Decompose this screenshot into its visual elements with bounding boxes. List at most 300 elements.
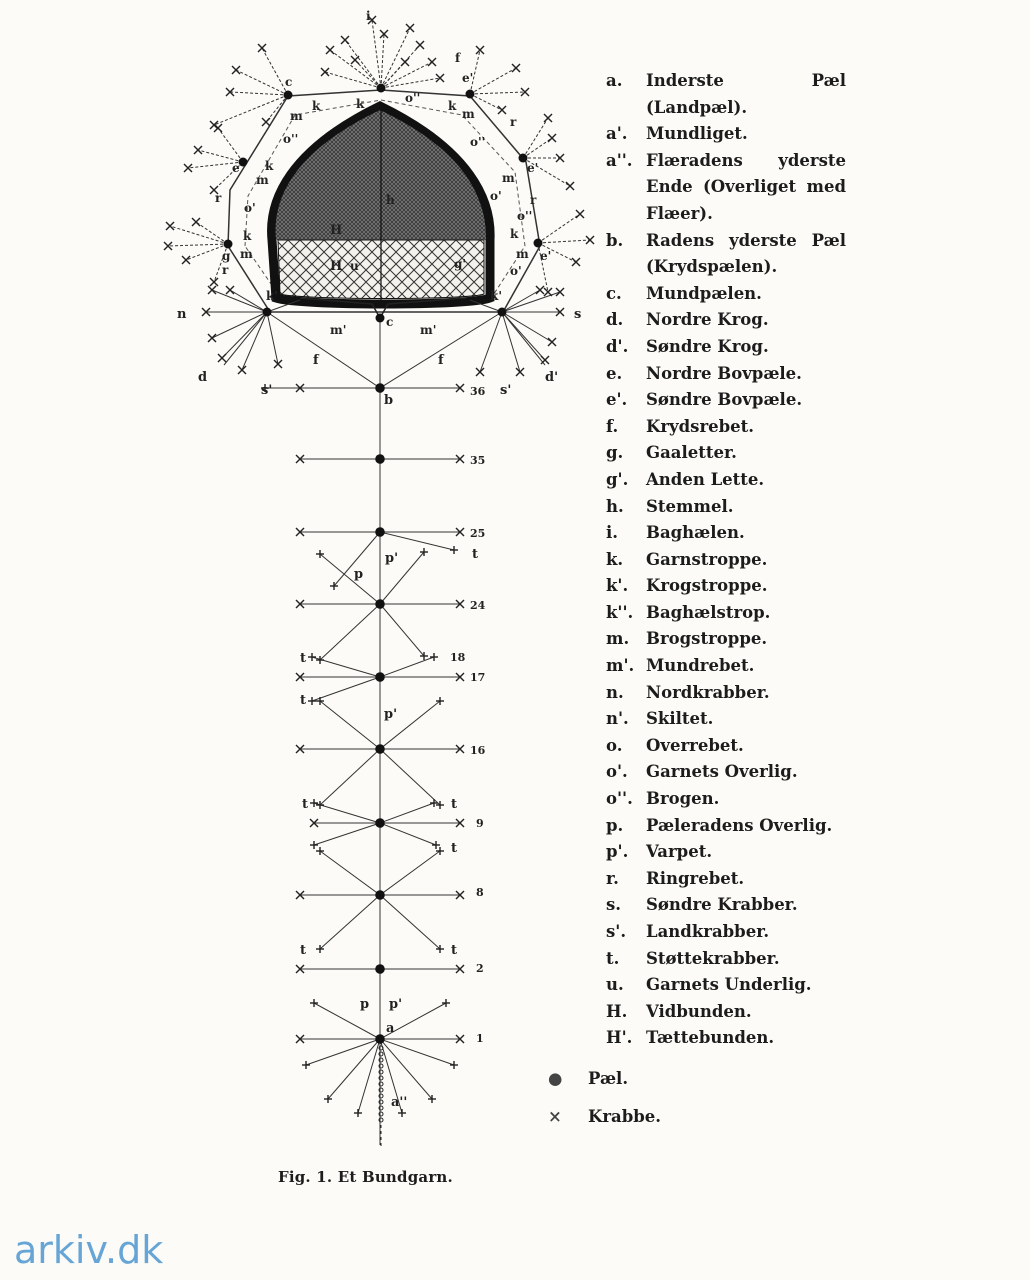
anchor-cross-icon (566, 182, 574, 190)
label-k-mid-left: k (243, 229, 252, 243)
leader-cross-line (320, 851, 380, 895)
spoke-line (236, 70, 288, 95)
label-m-low-left: m (240, 247, 253, 261)
spoke-line (196, 222, 228, 244)
legend-item (606, 361, 846, 388)
label-o-dprime-left: o'' (283, 132, 299, 146)
leader-cross-line (380, 749, 440, 805)
legend-key: f. (606, 416, 619, 436)
label-p-upper: p (354, 567, 364, 582)
legend-key: k'. (606, 576, 629, 596)
legend-item (606, 706, 846, 733)
pole-dot-icon (263, 308, 272, 317)
pole-dot-icon (239, 158, 248, 167)
label-t-4: t (302, 797, 309, 812)
legend-key: n. (606, 682, 624, 702)
label-c: c (285, 75, 293, 89)
legend-item (606, 626, 846, 653)
anchor-cross-icon (556, 288, 564, 296)
label-c-mouth: c (386, 315, 394, 329)
label-t-7: t (300, 943, 307, 958)
anchor-cross-icon (432, 841, 440, 849)
anchor-cross-icon (210, 121, 218, 129)
legend-text: Anden Lette. (646, 469, 765, 489)
spoke-line (222, 312, 267, 358)
legend-key: g. (606, 443, 624, 463)
label-r-left: r (222, 263, 229, 277)
label-k-right: k (510, 227, 519, 241)
anchor-cross-icon (516, 368, 524, 376)
label-p-prime-mid: p' (384, 707, 398, 722)
label-i: i (366, 9, 371, 23)
pole-number-25: 25 (470, 527, 486, 540)
legend-key: o. (606, 735, 623, 755)
anchor-cross-icon (450, 546, 458, 554)
legend-key: a'. (606, 124, 628, 144)
legend-key: b. (606, 230, 624, 250)
label-o-prime-low: o' (510, 264, 522, 278)
legend-item (606, 866, 846, 893)
legend-item (606, 1025, 846, 1052)
anchor-cross-icon (214, 124, 222, 132)
legend-item (606, 680, 846, 707)
anchor-cross-icon (476, 368, 484, 376)
label-m-right: m (462, 107, 475, 121)
legend-item (606, 786, 846, 813)
symbol-label-pole: Pæl. (588, 1069, 629, 1088)
leader-cross-line (320, 701, 380, 749)
spoke-line (538, 240, 590, 243)
anchor-cross-icon (430, 799, 438, 807)
symbol-row-pole (548, 1069, 628, 1088)
legend-item (606, 839, 846, 866)
label-p-prime-upper: p' (385, 551, 399, 566)
label-n: n (177, 307, 187, 322)
legend-key: e'. (606, 390, 628, 410)
label-t-1: t (472, 547, 479, 562)
label-k-prime-right: k' (490, 289, 502, 303)
anchor-cross-icon (238, 366, 246, 374)
legend-item (606, 600, 846, 627)
legend-key: t. (606, 948, 620, 968)
leader-cross-line (314, 823, 380, 845)
legend-text: Ringrebet. (646, 868, 745, 888)
symbol-label-krabbe: Krabbe. (588, 1107, 662, 1126)
legend-item (606, 494, 846, 521)
legend-key: g'. (606, 469, 629, 489)
legend-item (606, 892, 846, 919)
legend-text: Krydsrebet. (646, 416, 755, 436)
legend-item (606, 759, 846, 786)
legend-key: e. (606, 363, 623, 383)
pole-dot-icon (224, 240, 233, 249)
anchor-cross-icon (498, 106, 506, 114)
label-k-prime-left: k' (266, 289, 278, 303)
label-b: b (384, 393, 394, 408)
spoke-line (523, 138, 552, 158)
anchor-cross-icon (308, 697, 316, 705)
legend-key: m. (606, 629, 630, 649)
pole-number-35: 35 (470, 454, 486, 467)
pole-dot-icon (375, 383, 385, 393)
spoke-line (230, 290, 267, 312)
anchor-cross-icon (398, 1109, 406, 1117)
spoke-line (381, 34, 384, 88)
pole-dot-icon (498, 308, 507, 317)
label-h: h (386, 193, 395, 207)
pole-number-1: 1 (476, 1032, 484, 1045)
legend-text: Nordkrabber. (646, 682, 770, 702)
anchor-cross-icon (310, 799, 318, 807)
anchor-cross-icon (556, 154, 564, 162)
anchor-cross-icon (586, 236, 594, 244)
label-g: g (222, 249, 231, 263)
leader-cross-line (312, 677, 380, 701)
legend-text: Støttekrabber. (646, 948, 780, 968)
leader-cross-line (314, 1003, 380, 1039)
pole-dot-icon (376, 314, 385, 323)
label-t-8: t (451, 943, 458, 958)
legend-text: Vidbunden. (646, 1001, 752, 1021)
label-s-prime-left: s' (261, 383, 273, 398)
pole-dot-icon (375, 599, 385, 609)
symbol-row-krabbe (548, 1107, 661, 1126)
label-u: u (350, 259, 359, 273)
label-o-prime-right: o' (490, 189, 502, 203)
legend-item (606, 520, 846, 547)
anchor-cross-icon (308, 653, 316, 661)
anchor-cross-icon (326, 46, 334, 54)
legend-item (606, 919, 846, 946)
legend-key: u. (606, 975, 624, 995)
legend-text: Garnets Underlig. (646, 975, 812, 995)
pole-dot-icon (375, 672, 385, 682)
label-p-prime-lower: p' (389, 997, 403, 1012)
spoke-line (330, 50, 381, 88)
pole-dot-icon (534, 239, 543, 248)
legend-key: a. (606, 71, 623, 90)
label-m-mid-left: m (256, 173, 269, 187)
anchor-cross-icon (572, 258, 580, 266)
leader-cross-line (380, 851, 440, 895)
legend-text: Brogen. (646, 789, 720, 809)
legend-item (606, 228, 846, 281)
anchor-cross-icon (262, 118, 270, 126)
legend-item (606, 653, 846, 680)
legend-key: i. (606, 523, 619, 543)
label-t-3: t (300, 693, 307, 708)
krog-line (224, 312, 267, 365)
spoke-line (355, 60, 381, 88)
label-a-dprime: a'' (391, 1095, 408, 1110)
legend-text: Gaaletter. (646, 443, 737, 463)
pole-dot-icon (466, 90, 475, 99)
anchor-cross-icon (321, 68, 329, 76)
pole-dot-icon (375, 890, 385, 900)
legend-item (606, 946, 846, 973)
anchor-cross-icon (548, 338, 556, 346)
legend-key: m'. (606, 656, 635, 676)
pole-number-2: 2 (476, 962, 484, 975)
legend-item (606, 121, 846, 148)
label-e-prime-right: e' (527, 161, 539, 175)
anchor-cross-icon (302, 1061, 310, 1069)
spoke-line (381, 28, 410, 88)
legend-key: s. (606, 895, 622, 915)
spoke-line (218, 128, 243, 162)
pole-number-9: 9 (476, 817, 484, 830)
trap-net (228, 90, 540, 318)
anchor-cross-icon (450, 1061, 458, 1069)
spoke-line (170, 226, 228, 244)
legend-item (606, 148, 846, 228)
leader-cross-line (358, 1039, 380, 1113)
legend-text: Pæleradens Overlig. (646, 815, 833, 835)
watermark-logo: arkiv.dk (14, 1228, 164, 1272)
label-t-5: t (451, 797, 458, 812)
legend-item (606, 440, 846, 467)
anchor-cross-icon (354, 1109, 362, 1117)
anchor-cross-icon (182, 256, 190, 264)
krydsrebet (267, 312, 380, 388)
label-k-left: k (265, 159, 274, 173)
spoke-line (212, 312, 267, 338)
label-e-prime: e' (462, 71, 474, 85)
legend-key: k''. (606, 602, 634, 622)
legend-item (606, 467, 846, 494)
label-e-prime-lower: e' (540, 249, 552, 263)
label-f-top: f (455, 51, 461, 65)
label-H-prime: H (330, 223, 343, 238)
legend-text: Søndre Krog. (646, 336, 769, 356)
pole-dot-icon: ● (548, 1069, 563, 1088)
legend-key: H'. (606, 1028, 633, 1048)
pole-dot-icon (375, 744, 385, 754)
legend-text: Søndre Bovpæle. (646, 390, 803, 410)
side-labels (177, 307, 581, 1110)
spoke-line (470, 92, 525, 94)
pole-number-24: 24 (470, 599, 486, 612)
legend-item (606, 972, 846, 999)
legend-text: Nordre Bovpæle. (646, 363, 802, 383)
anchor-cross-icon (258, 44, 266, 52)
legend-key: d. (606, 310, 624, 330)
pole-dot-icon (375, 818, 385, 828)
anchor-cross-icon (274, 360, 282, 368)
label-f-left: f (313, 353, 319, 368)
legend-item (606, 281, 846, 308)
krog-line (502, 312, 545, 365)
legend-key: r. (606, 868, 619, 888)
spoke-line (325, 72, 381, 88)
spoke-line (242, 312, 267, 370)
spoke-line (523, 118, 548, 158)
legend-key: d'. (606, 336, 629, 356)
leader-cross-line (320, 895, 380, 949)
pole-number-36: 36 (470, 385, 486, 398)
legend-item (606, 307, 846, 334)
anchor-cross-icon (442, 999, 450, 1007)
pole-number-8: 8 (476, 886, 484, 899)
legend-key: c. (606, 283, 622, 303)
label-r-right: r (530, 193, 537, 207)
legend-text: Flæradens yderste Ende (Overliget med Flæer). (646, 150, 846, 223)
label-t-2: t (300, 651, 307, 666)
pole-number-17: 17 (470, 671, 486, 684)
label-o-dprime-top: o'' (405, 91, 421, 105)
label-H: H (330, 259, 343, 274)
label-m-low-right: m (516, 247, 529, 261)
pole-dot-icon (375, 964, 385, 974)
anchor-cross-icon (194, 146, 202, 154)
legend-text: Mundpælen. (646, 283, 762, 303)
anchor-cross-icon (310, 841, 318, 849)
label-t-6: t (451, 841, 458, 856)
spoke-line (230, 92, 288, 95)
label-r-top: r (510, 115, 517, 129)
legend-key: n'. (606, 709, 629, 729)
label-k-top: k (356, 97, 365, 111)
legend-text: Stemmel. (646, 496, 734, 516)
spoke-line (381, 45, 420, 88)
label-o-dprime-right: o'' (470, 135, 486, 149)
label-o-dprime-far: o'' (517, 209, 533, 223)
label-r-left-mid: r (215, 191, 222, 205)
figure-caption: Fig. 1. Et Bundgarn. (278, 1168, 453, 1186)
anchor-cross-icon (192, 218, 200, 226)
pole-dot-icon (377, 84, 386, 93)
pole-number-18: 18 (450, 651, 466, 664)
legend-text: Mundrebet. (646, 656, 755, 676)
legend-item (606, 547, 846, 574)
legend-text: Radens yderste Pæl (Krydspælen). (646, 230, 846, 277)
anchor-cross-icon (548, 134, 556, 142)
legend-key: a''. (606, 150, 633, 170)
leader-cross-line (320, 604, 380, 660)
label-s: s (574, 307, 582, 322)
legend-text: Tættebunden. (646, 1028, 775, 1048)
label-d-prime: d' (545, 370, 559, 385)
legend-text: Baghælstrop. (646, 602, 771, 622)
legend-item (606, 414, 846, 441)
legend-text: Baghælen. (646, 523, 745, 543)
leader-cross-line (380, 895, 440, 949)
pole-dot-icon (375, 1034, 385, 1044)
anchor-cross-icon (351, 56, 359, 64)
anchor-cross-icon (476, 46, 484, 54)
anchor-cross-icon (210, 278, 218, 286)
pole-dot-icon (375, 454, 385, 464)
anchor-cross-icon (430, 653, 438, 661)
leader-cross-line (380, 657, 434, 677)
label-s-prime-right: s' (500, 383, 512, 398)
anchor-cross-icon: × (548, 1107, 562, 1126)
anchor-cross-icon (541, 356, 549, 364)
spoke-line (538, 214, 580, 243)
legend-text: Brogstroppe. (646, 629, 768, 649)
anchor-cross-icon (316, 847, 324, 855)
legend-text: Skiltet. (646, 709, 714, 729)
pole-number-16: 16 (470, 744, 486, 757)
legend-text: Garnstroppe. (646, 549, 768, 569)
anchor-cross-icon (226, 286, 234, 294)
legend-key: k. (606, 549, 624, 569)
legend (606, 68, 846, 1052)
legend-text: Søndre Krabber. (646, 895, 798, 915)
spoke-line (470, 68, 516, 94)
leader-cross-line (380, 803, 434, 823)
leader-cross-line (314, 803, 380, 823)
legend-item (606, 813, 846, 840)
anchor-cross-icon (436, 847, 444, 855)
anchor-cross-icon (428, 58, 436, 66)
label-p-lower: p (360, 997, 370, 1012)
legend-text: Overrebet. (646, 735, 744, 755)
anchor-cross-icon (536, 286, 544, 294)
legend-key: p. (606, 815, 624, 835)
anchor-cross-icon (544, 288, 552, 296)
anchor-cross-icon (208, 286, 216, 294)
label-k-top-right: k (448, 99, 457, 113)
label-k-top-left: k (312, 99, 321, 113)
legend-key: o'. (606, 762, 628, 782)
anchor-cross-icon (218, 354, 226, 362)
label-g-prime: g' (454, 257, 467, 271)
label-e-left: e (232, 161, 240, 175)
pole-dot-icon (375, 527, 385, 537)
legend-text: Mundliget. (646, 124, 748, 144)
legend-key: H. (606, 1001, 628, 1021)
legend-item (606, 999, 846, 1026)
leader-cross-line (380, 823, 436, 845)
label-d: d (198, 370, 208, 385)
legend-key: h. (606, 496, 624, 516)
anchor-cross-icon (401, 58, 409, 66)
leader-cross-line (320, 554, 380, 604)
legend-item (606, 733, 846, 760)
label-a: a (386, 1021, 395, 1036)
legend-item (606, 68, 846, 121)
anchor-cross-icon (416, 41, 424, 49)
spoke-line (168, 244, 228, 246)
legend-text: Inderste Pæl (Landpæl). (646, 71, 846, 117)
legend-text: Landkrabber. (646, 922, 770, 941)
legend-text: Garnets Overlig. (646, 762, 798, 782)
anchor-cross-icon (232, 66, 240, 74)
legend-text: Varpet. (646, 842, 713, 862)
anchor-cross-icon (544, 114, 552, 122)
leader-cross-line (320, 749, 380, 805)
anchor-cross-icon (576, 210, 584, 218)
spoke-line (480, 312, 502, 372)
legend-item (606, 573, 846, 600)
legend-item (606, 334, 846, 361)
spoke-line (214, 95, 288, 125)
legend-key: s'. (606, 922, 627, 941)
label-m-mid-right: m (502, 171, 515, 185)
legend-key: o''. (606, 789, 633, 809)
anchor-cross-icon (166, 222, 174, 230)
anchor-cross-icon (341, 36, 349, 44)
anchor-cross-icon (406, 24, 414, 32)
legend-text: Nordre Krog. (646, 310, 769, 330)
legend-item (606, 387, 846, 414)
label-m-prime-right: m' (420, 323, 437, 337)
legend-text: Krogstroppe. (646, 576, 768, 596)
label-f-right: f (438, 353, 444, 368)
leader-cross-line (380, 532, 454, 550)
leader-cross-line (380, 604, 424, 656)
